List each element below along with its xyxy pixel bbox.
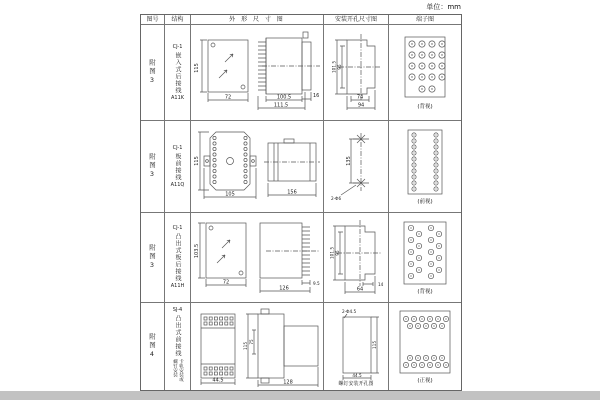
row1-mounting-cell (324, 25, 389, 121)
dim-label: 95 (334, 249, 340, 256)
row3-mounting-drawing (325, 215, 388, 301)
row4-structure: 凸出式前接线 (174, 315, 181, 357)
dim-label: 100.5 (276, 94, 291, 100)
row2-figure-cell (141, 121, 165, 213)
row2-terminal-drawing (389, 127, 461, 199)
row3-outline-drawing (192, 215, 323, 301)
header-structure: 结构 (165, 15, 191, 25)
dim-label: 44.5 (211, 377, 224, 383)
dim-label: 64 (356, 286, 363, 292)
row2-terminal-caption: (前视) (417, 199, 433, 206)
row2-terminal-cell (389, 121, 461, 213)
row1-terminal-cell (389, 25, 461, 121)
row4-terminal-caption: (正视) (417, 378, 433, 385)
header-terminal: 端子图 (389, 15, 461, 25)
row4-figure-cell (141, 303, 165, 390)
row3-figure: 附图3 (148, 244, 156, 271)
row1-outline-drawing (192, 27, 323, 119)
dimension-table (140, 14, 462, 391)
dim-label: 2-Φ4.5 (341, 308, 356, 314)
row4-outline-drawing (192, 305, 323, 389)
dim-label: 95 (336, 63, 342, 70)
row2-outline-drawing (192, 123, 323, 211)
dim-label: 115 (242, 341, 248, 350)
page-edge-bar (0, 391, 600, 400)
row1-code: A11K (170, 94, 185, 101)
row2-mounting-cell (324, 121, 389, 213)
row3-structure: 凸出式板后接线 (174, 233, 181, 282)
row3-mounting-cell (324, 213, 389, 303)
row4-terminal-drawing (389, 308, 461, 378)
dim-label: 74 (356, 94, 363, 100)
row4-outline-cell (191, 303, 324, 390)
row2-model: CJ-1 (172, 144, 183, 151)
row3-outline-cell (191, 213, 324, 303)
row1-figure-cell (141, 25, 165, 121)
row3-code: A11H (170, 283, 185, 289)
dim-label: 72 (224, 94, 231, 100)
row4-figure: 附图4 (148, 333, 156, 360)
row3-structure-cell (165, 213, 191, 303)
row4-mounting-note: 卡轨安装或螺钉安装 (172, 359, 184, 382)
dim-label: 135 (345, 155, 352, 166)
row3-figure-cell (141, 213, 165, 303)
row1-outline-cell (191, 25, 324, 121)
row3-model: CJ-1 (172, 225, 183, 231)
dim-label: 115 (193, 62, 200, 73)
dim-label: 111.5 (273, 102, 288, 108)
row3-terminal-cell (389, 213, 461, 303)
dim-label: 115 (371, 340, 377, 349)
row2-structure-cell (165, 121, 191, 213)
row1-model: CJ-1 (172, 43, 183, 50)
dim-label: 94 (357, 102, 364, 108)
dim-label: 101.5 (331, 60, 336, 73)
dim-label: 105 (224, 191, 235, 197)
dim-label: 75 (248, 338, 254, 345)
row2-figure: 附图3 (148, 153, 156, 180)
unit-label: 单位：mm (426, 3, 461, 11)
dim-label: 103.5 (193, 243, 200, 258)
dim-label: 14 (377, 281, 383, 287)
row4-model: SJ-4 (172, 307, 183, 313)
row4-structure-cell (165, 303, 191, 390)
row1-structure-cell (165, 25, 191, 121)
dim-label: 156 (286, 189, 297, 195)
header-outline: 外 形 尺 寸 图 (191, 15, 324, 25)
row4-mounting-caption: 螺钉安装开孔图 (338, 380, 374, 387)
dim-label: 72 (222, 279, 229, 285)
row1-terminal-caption: (背视) (417, 104, 433, 111)
dim-label: 101.5 (329, 246, 334, 259)
row3-terminal-caption: (背视) (417, 289, 433, 296)
header-mounting: 安装开孔尺寸图 (324, 15, 389, 25)
dim-label: 126 (278, 285, 289, 291)
row2-outline-cell (191, 121, 324, 213)
row2-mounting-drawing (325, 123, 388, 211)
dim-label: 16 (312, 92, 319, 99)
row4-mounting-cell (324, 303, 389, 390)
row1-mounting-drawing (325, 27, 388, 119)
dim-label: 44.5 (351, 372, 362, 378)
row4-terminal-cell (389, 303, 461, 390)
row1-structure: 嵌入式后接线 (174, 51, 181, 94)
row1-figure: 附图3 (148, 59, 156, 86)
dim-label: 2-Φ6 (330, 195, 341, 201)
row4-mounting-drawing (325, 307, 388, 381)
dim-label: 128 (282, 379, 293, 385)
dim-label: 115 (193, 155, 200, 166)
row3-terminal-drawing (389, 219, 461, 289)
header-figure: 图号 (141, 15, 165, 25)
row1-terminal-drawing (389, 34, 461, 104)
row2-code: A11Q (170, 181, 185, 188)
dim-label: 9.5 (312, 280, 320, 286)
row2-structure: 板前接线 (174, 152, 181, 181)
